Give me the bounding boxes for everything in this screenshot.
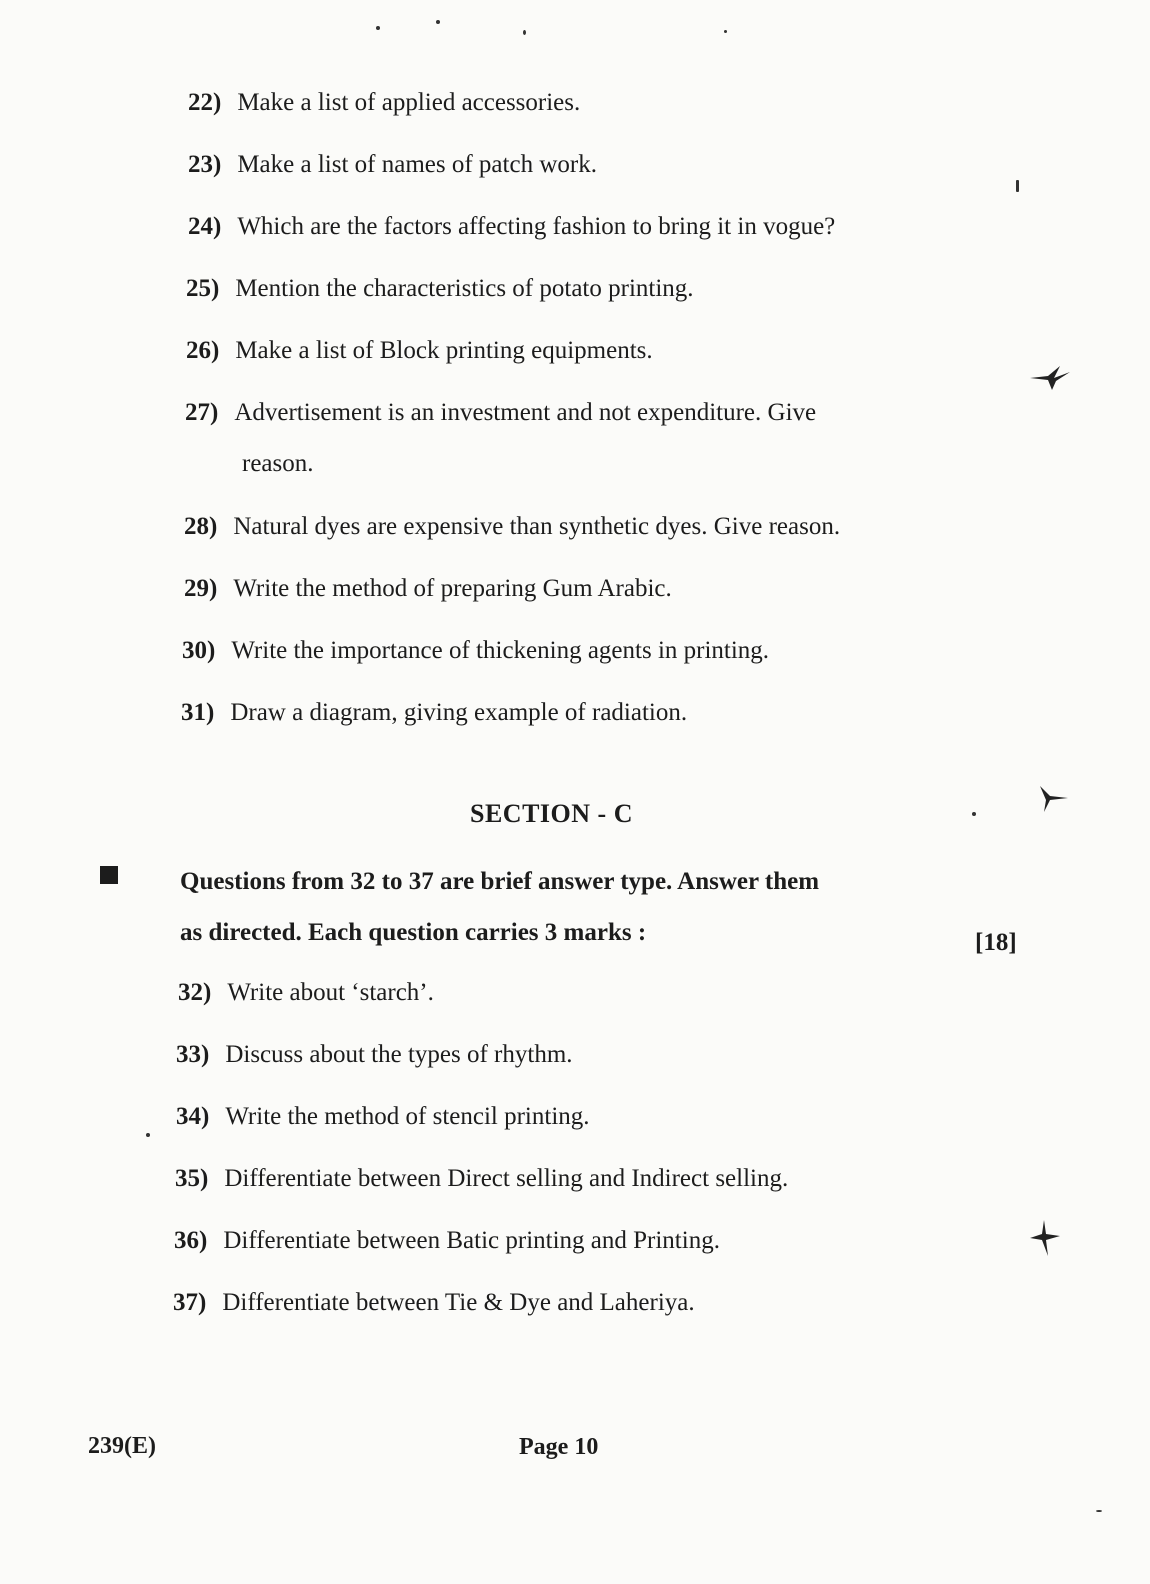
- question-37: [173, 1290, 695, 1315]
- scan-speck: [724, 30, 727, 33]
- question-number: 34): [176, 1103, 210, 1130]
- question-35: [175, 1166, 788, 1191]
- question-27-continuation: reason.: [242, 450, 314, 477]
- question-number: 29): [184, 575, 218, 602]
- question-36: [174, 1228, 720, 1253]
- question-number: 36): [174, 1227, 208, 1254]
- section-c-instruction-line1: Questions from 32 to 37 are brief answer type. Answer them: [180, 868, 820, 895]
- question-27: [185, 400, 816, 425]
- section-c-title: SECTION - C: [470, 799, 633, 828]
- question-number: 35): [175, 1165, 209, 1192]
- question-30: [182, 638, 769, 663]
- question-text: Make a list of applied accessories.: [237, 89, 581, 116]
- scan-speck: [436, 20, 440, 24]
- question-31: [181, 700, 687, 725]
- scan-speck: [376, 26, 380, 30]
- scan-speck: [523, 30, 526, 35]
- question-29: [184, 576, 672, 601]
- section-c-marks: [18]: [975, 929, 1017, 956]
- scan-speck: [1016, 180, 1019, 192]
- question-28: [184, 514, 840, 539]
- question-24: [188, 214, 835, 239]
- question-text: Write about ‘starch’.: [227, 979, 434, 1006]
- question-text: Natural dyes are expensive than synthetic dyes. Give reason.: [233, 513, 841, 540]
- question-number: 24): [188, 213, 222, 240]
- scan-speck: [1096, 1510, 1102, 1512]
- question-text: Differentiate between Tie & Dye and Laheriya.: [222, 1289, 695, 1316]
- question-text: Write the method of stencil printing.: [225, 1103, 590, 1130]
- paper-code: 239(E): [88, 1433, 156, 1459]
- question-text: Make a list of names of patch work.: [237, 151, 597, 178]
- question-text: Write the method of preparing Gum Arabic.: [233, 575, 672, 602]
- question-number: 25): [186, 275, 220, 302]
- ink-splatter-icon: [1032, 784, 1072, 814]
- section-c-instruction-line2: as directed. Each question carries 3 marks :: [180, 919, 647, 946]
- question-33: [176, 1042, 573, 1067]
- question-text: Write the importance of thickening agents in printing.: [231, 637, 770, 664]
- question-text: Draw a diagram, giving example of radiation.: [230, 699, 688, 726]
- question-text: Differentiate between Batic printing and Printing.: [223, 1227, 720, 1254]
- bullet-square-icon: [100, 866, 118, 884]
- question-number: 32): [178, 979, 212, 1006]
- question-23: [188, 152, 597, 177]
- question-number: 30): [182, 637, 216, 664]
- question-number: 37): [173, 1289, 207, 1316]
- question-number: 23): [188, 151, 222, 178]
- question-number: 22): [188, 89, 222, 116]
- question-text: Discuss about the types of rhythm.: [225, 1041, 573, 1068]
- question-text: Which are the factors affecting fashion to bring it in vogue?: [237, 213, 836, 240]
- question-number: 31): [181, 699, 215, 726]
- question-text: Advertisement is an investment and not expenditure. Give: [234, 399, 817, 426]
- scan-speck: [146, 1133, 150, 1137]
- question-text: Make a list of Block printing equipments.: [235, 337, 653, 364]
- question-number: 27): [185, 399, 219, 426]
- question-text: Mention the characteristics of potato printing.: [235, 275, 694, 302]
- question-26: [186, 338, 653, 363]
- question-32: [178, 980, 434, 1005]
- ink-splatter-icon: [1026, 362, 1074, 392]
- scan-speck: [972, 812, 976, 816]
- question-22: [188, 90, 580, 115]
- question-text: Differentiate between Direct selling and Indirect selling.: [224, 1165, 789, 1192]
- question-34: [176, 1104, 590, 1129]
- ink-splatter-icon: [1026, 1218, 1062, 1258]
- question-number: 26): [186, 337, 220, 364]
- page-number: Page 10: [519, 1434, 599, 1460]
- question-number: 33): [176, 1041, 210, 1068]
- question-number: 28): [184, 513, 218, 540]
- question-25: [186, 276, 694, 301]
